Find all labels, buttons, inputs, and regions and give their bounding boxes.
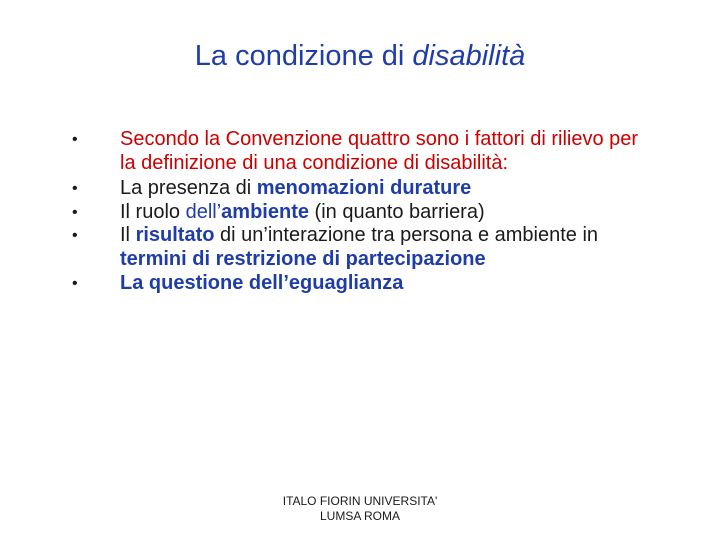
- footer-line-1: ITALO FIORIN UNIVERSITA': [282, 494, 438, 508]
- bullet-dot: •: [72, 227, 78, 245]
- bullet-item-risultato: [72, 224, 652, 271]
- bullet-item-ambiente: [72, 201, 652, 225]
- bullet-text: Secondo la Convenzione quattro sono i fattori di rilievo per la definizione di una condizione di disabilità:: [120, 128, 639, 174]
- bullet-highlight: La questione dell’eguaglianza: [120, 271, 404, 294]
- bullet-prefix: La presenza di: [120, 177, 257, 200]
- slide-title-main: La condizione di: [194, 40, 413, 72]
- bullet-dot: •: [72, 180, 78, 198]
- bullet-dot: •: [72, 274, 78, 292]
- slide-title-italic: disabilità: [412, 40, 526, 72]
- bullet-prefix: Il: [120, 224, 136, 247]
- slide-title: [0, 40, 720, 73]
- bullet-prefix: Il ruolo: [120, 200, 186, 223]
- bullet-light: dell’: [185, 200, 222, 223]
- bullet-dot: •: [72, 131, 78, 148]
- bullet-list: [72, 128, 652, 295]
- bullet-highlight: menomazioni durature: [256, 177, 472, 200]
- bullet-highlight: risultato: [135, 224, 215, 247]
- bullet-item-eguaglianza: [72, 272, 652, 296]
- slide-footer: [0, 494, 720, 524]
- bullet-highlight-2: termini di restrizione di partecipazione: [120, 247, 486, 270]
- bullet-item-intro: [72, 128, 652, 175]
- bullet-item-menomazioni: [72, 177, 652, 201]
- bullet-dot: •: [72, 203, 78, 221]
- bullet-middle: di un’interazione tra persona e ambiente in: [214, 224, 599, 247]
- footer-line-2: LUMSA ROMA: [319, 509, 400, 523]
- bullet-highlight: ambiente: [221, 200, 309, 223]
- bullet-suffix: (in quanto barriera): [308, 200, 485, 223]
